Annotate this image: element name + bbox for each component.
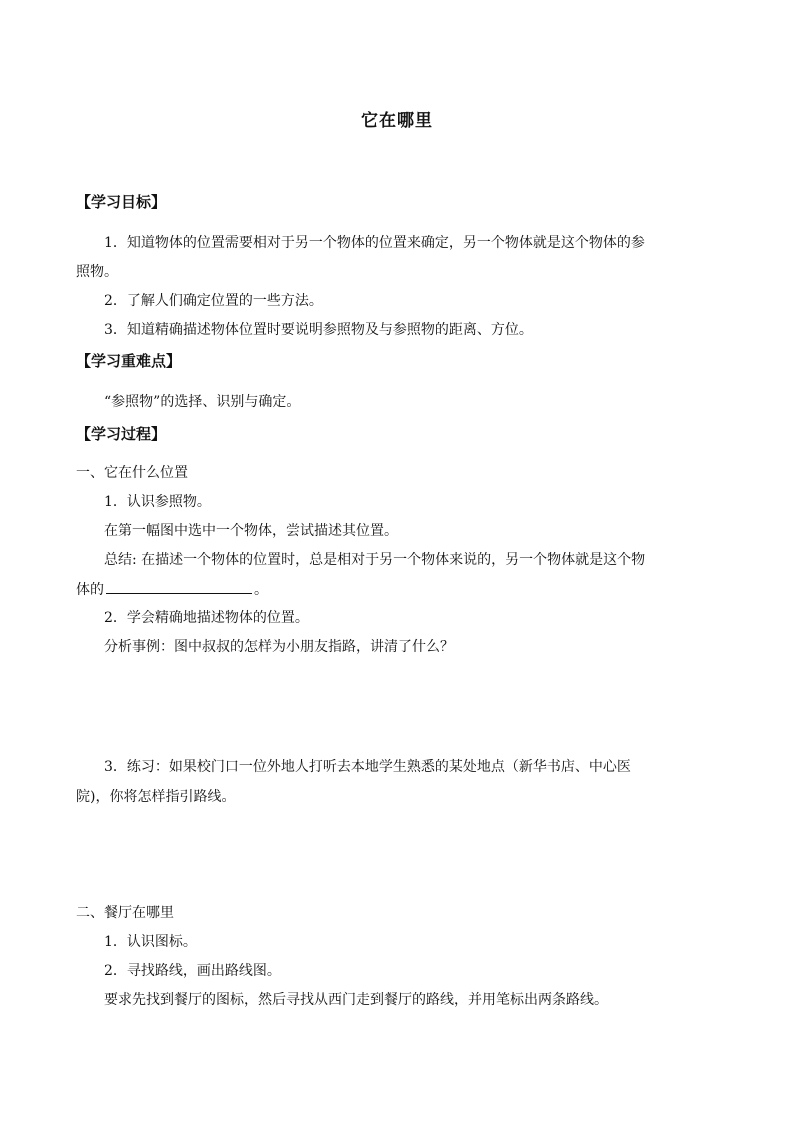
part1-item3-line2: 院)，你将怎样指引路线。 [76, 789, 236, 805]
fill-in-blank[interactable] [106, 579, 252, 594]
part1-item1-text: 在第一幅图中选中一个物体，尝试描述其位置。 [104, 523, 398, 539]
part2-item1: 1．认识图标。 [104, 934, 197, 950]
page-title: 它在哪里 [361, 111, 433, 131]
part1-summary-line2 [76, 579, 268, 600]
key-points-text: “参照物”的选择、识别与确定。 [104, 394, 301, 410]
part2-item2-text: 要求先找到餐厅的图标，然后寻找从西门走到餐厅的路线，并用笔标出两条路线。 [104, 992, 608, 1008]
objective-1-cont: 照物。 [76, 264, 118, 280]
objective-2: 2．了解人们确定位置的一些方法。 [104, 293, 323, 309]
part1-item1: 1．认识参照物。 [104, 494, 211, 510]
part1-item2: 2．学会精确地描述物体的位置。 [104, 610, 309, 626]
part1-summary-line1: 总结: 在描述一个物体的位置时，总是相对于另一个物体来说的，另一个物体就是这个物 [104, 552, 646, 568]
summary-prefix: 体的 [76, 582, 104, 598]
part1-title: 一、它在什么位置 [76, 465, 188, 481]
objective-1: 1．知道物体的位置需要相对于另一个物体的位置来确定，另一个物体就是这个物体的参 [104, 235, 645, 251]
objectives-heading: 【学习目标】 [76, 193, 167, 211]
summary-suffix: 。 [254, 582, 268, 598]
part1-item3-line1: 3．练习：如果校门口一位外地人打听去本地学生熟悉的某处地点（新华书店、中心医 [104, 759, 631, 775]
key-points-heading: 【学习重难点】 [76, 352, 182, 370]
objective-3: 3．知道精确描述物体位置时要说明参照物及与参照物的距离、方位。 [104, 322, 533, 338]
part2-item2: 2．寻找路线，画出路线图。 [104, 963, 281, 979]
part2-title: 二、餐厅在哪里 [76, 905, 174, 921]
part1-item2-text: 分析事例：图中叔叔的怎样为小朋友指路，讲清了什么？ [104, 639, 454, 655]
process-heading: 【学习过程】 [76, 425, 167, 443]
